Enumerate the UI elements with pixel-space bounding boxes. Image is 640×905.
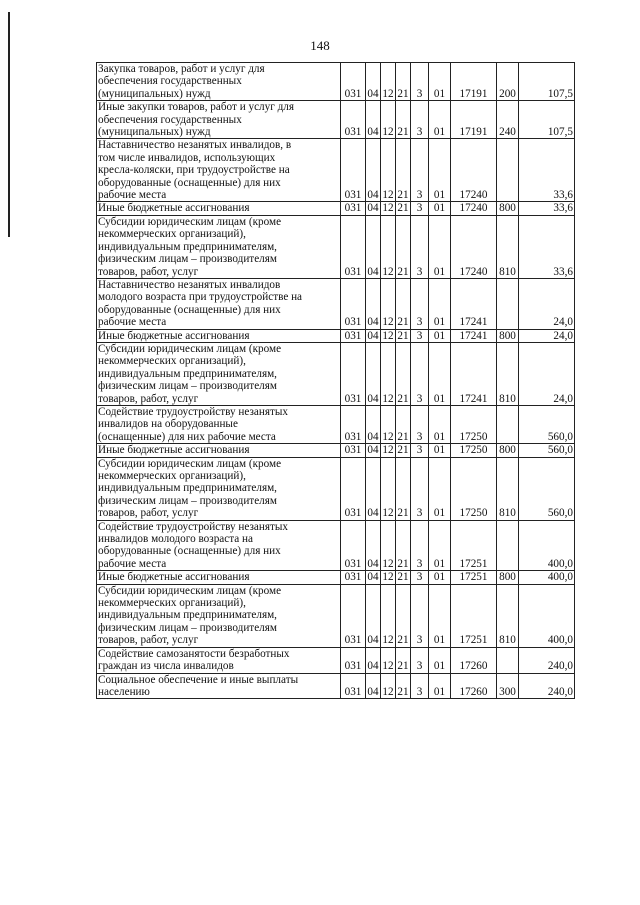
row-name	[97, 202, 341, 215]
row-name-line: Наставничество незанятых инвалидов	[98, 278, 281, 291]
row-name-line: физическим лицам – производителям	[98, 621, 277, 634]
code-cell-c6: 01	[429, 278, 451, 329]
row-name-line: кресла-коляски, при трудоустройстве на	[98, 164, 290, 177]
amount-cell: 33,6	[519, 215, 575, 278]
row-name-line: Содействие трудоустройству незанятых	[98, 520, 288, 533]
row-name	[97, 342, 341, 405]
expense-type-cell: 800	[497, 202, 519, 215]
code-cell-c6: 01	[429, 101, 451, 139]
row-name	[97, 63, 341, 101]
row-name	[97, 329, 341, 342]
code-cell-c7: 17240	[451, 139, 497, 202]
code-cell-c6: 01	[429, 584, 451, 647]
code-cell-c6: 01	[429, 329, 451, 342]
row-name-line: граждан из числа инвалидов	[98, 660, 234, 673]
code-cell-c4: 21	[396, 520, 411, 571]
code-cell-c2: 04	[366, 63, 381, 101]
table-row	[97, 584, 575, 647]
row-name	[97, 571, 341, 584]
row-name-line: товаров, работ, услуг	[98, 265, 199, 278]
row-name-line: (муниципальных) нужд	[98, 126, 211, 139]
expense-type-cell: 240	[497, 101, 519, 139]
code-cell-c3: 12	[381, 457, 396, 520]
row-name-line: некоммерческих организаций),	[98, 355, 246, 368]
amount-cell: 107,5	[519, 101, 575, 139]
code-cell-c1: 031	[341, 139, 366, 202]
code-cell-c4: 21	[396, 457, 411, 520]
expense-type-cell: 300	[497, 673, 519, 699]
code-cell-c5: 3	[411, 457, 429, 520]
code-cell-c4: 21	[396, 139, 411, 202]
code-cell-c1: 031	[341, 215, 366, 278]
expense-type-cell	[497, 278, 519, 329]
code-cell-c1: 031	[341, 101, 366, 139]
amount-cell: 560,0	[519, 405, 575, 443]
expense-type-cell	[497, 139, 519, 202]
code-cell-c4: 21	[396, 647, 411, 673]
code-cell-c2: 04	[366, 520, 381, 571]
code-cell-c7: 17251	[451, 520, 497, 571]
row-name-line: Иные бюджетные ассигнования	[98, 571, 250, 584]
expense-type-cell	[497, 405, 519, 443]
code-cell-c1: 031	[341, 342, 366, 405]
table-row	[97, 405, 575, 443]
code-cell-c3: 12	[381, 584, 396, 647]
row-name-line: оборудованные (оснащенные) для них	[98, 303, 281, 316]
expense-type-cell: 810	[497, 584, 519, 647]
row-name-line: рабочие места	[98, 189, 167, 202]
code-cell-c3: 12	[381, 405, 396, 443]
row-name-line: (оснащенные) для них рабочие места	[98, 430, 276, 443]
row-name-line: некоммерческих организаций),	[98, 597, 246, 610]
expense-type-cell	[497, 647, 519, 673]
row-name-line: индивидуальным предпринимателям,	[98, 482, 277, 495]
row-name-line: индивидуальным предпринимателям,	[98, 367, 277, 380]
code-cell-c2: 04	[366, 278, 381, 329]
row-name-line: Закупка товаров, работ и услуг для	[98, 63, 265, 75]
code-cell-c6: 01	[429, 444, 451, 457]
code-cell-c4: 21	[397, 329, 409, 342]
code-cell-c3: 12	[381, 647, 396, 673]
row-name	[97, 215, 341, 278]
code-cell-c1: 031	[341, 202, 366, 215]
code-cell-c3: 12	[381, 520, 396, 571]
code-cell-c7: 17240	[451, 215, 497, 278]
row-name-line: оборудованные (оснащенные) для них	[98, 176, 281, 189]
code-cell-c4: 21	[397, 444, 409, 457]
code-cell-c5: 3	[411, 278, 429, 329]
row-name-line: (муниципальных) нужд	[98, 87, 211, 100]
row-name	[97, 457, 341, 520]
code-cell-c1: 031	[341, 329, 366, 342]
code-cell-c5: 3	[411, 647, 429, 673]
code-cell-c3: 12	[381, 139, 396, 202]
amount-cell: 560,0	[519, 444, 575, 457]
amount-cell: 33,6	[519, 202, 575, 215]
row-name-line: товаров, работ, услуг	[98, 507, 199, 520]
code-cell-c4: 21	[396, 584, 411, 647]
row-name	[97, 673, 341, 699]
code-cell-c4: 21	[396, 101, 411, 139]
row-name-line: физическим лицам – производителям	[98, 380, 277, 393]
code-cell-c5: 3	[411, 405, 429, 443]
row-name-line: том числе инвалидов, использующих	[98, 151, 276, 164]
code-cell-c5: 3	[411, 101, 429, 139]
code-cell-c7: 17260	[451, 647, 497, 673]
code-cell-c5: 3	[411, 63, 429, 101]
code-cell-c2: 04	[366, 457, 381, 520]
row-name-line: обеспечения государственных	[98, 113, 242, 126]
row-name-line: Иные бюджетные ассигнования	[98, 202, 250, 215]
code-cell-c5: 3	[411, 584, 429, 647]
code-cell-c1: 031	[341, 457, 366, 520]
table-row	[97, 457, 575, 520]
amount-cell: 33,6	[519, 139, 575, 202]
code-cell-c1: 031	[341, 673, 366, 699]
amount-cell: 107,5	[519, 63, 575, 101]
expense-type-cell: 800	[497, 329, 519, 342]
row-name-line: товаров, работ, услуг	[98, 634, 199, 647]
code-cell-c5: 3	[411, 329, 429, 342]
code-cell-c2: 04	[367, 444, 379, 457]
code-cell-c5: 3	[411, 202, 429, 215]
code-cell-c6: 01	[429, 647, 451, 673]
amount-cell: 560,0	[519, 457, 575, 520]
code-cell-c6: 01	[429, 405, 451, 443]
code-cell-c3: 12	[381, 63, 396, 101]
code-cell-c7: 17241	[451, 278, 497, 329]
row-name	[97, 584, 341, 647]
code-cell-c5: 3	[411, 215, 429, 278]
expense-type-cell: 810	[497, 215, 519, 278]
code-cell-c4: 21	[397, 571, 409, 584]
expense-type-cell: 810	[497, 457, 519, 520]
code-cell-c7: 17191	[451, 101, 497, 139]
code-cell-c3: 12	[381, 278, 396, 329]
row-name	[97, 520, 341, 571]
code-cell-c2: 04	[366, 647, 381, 673]
row-name-line: Иные бюджетные ассигнования	[98, 444, 250, 457]
row-name-line: оборудованные (оснащенные) для них	[98, 545, 281, 558]
code-cell-c7: 17250	[451, 444, 497, 457]
row-name	[97, 278, 341, 329]
code-cell-c4: 21	[397, 202, 409, 215]
table-row	[97, 139, 575, 202]
amount-cell: 240,0	[519, 673, 575, 699]
expense-type-cell	[497, 520, 519, 571]
table-row	[97, 278, 575, 329]
row-name-line: некоммерческих организаций),	[98, 228, 246, 241]
row-name	[97, 444, 341, 457]
code-cell-c1: 031	[341, 444, 366, 457]
amount-cell: 400,0	[519, 520, 575, 571]
code-cell-c7: 17241	[451, 342, 497, 405]
code-cell-c5: 3	[411, 673, 429, 699]
code-cell-c7: 17240	[451, 202, 497, 215]
row-name-line: Субсидии юридическим лицам (кроме	[98, 584, 282, 597]
code-cell-c7: 17250	[451, 457, 497, 520]
row-name-line: физическим лицам – производителям	[98, 494, 277, 507]
code-cell-c6: 01	[429, 342, 451, 405]
table-row	[97, 215, 575, 278]
code-cell-c7: 17260	[451, 673, 497, 699]
code-cell-c6: 01	[429, 202, 451, 215]
row-name-line: некоммерческих организаций),	[98, 470, 246, 482]
row-name-line: товаров, работ, услуг	[98, 392, 199, 405]
row-name	[97, 647, 341, 673]
row-name-line: молодого возраста при трудоустройстве на	[98, 291, 303, 304]
code-cell-c1: 031	[341, 63, 366, 101]
code-cell-c5: 3	[411, 571, 429, 584]
table-row	[97, 101, 575, 139]
code-cell-c3: 12	[381, 673, 396, 699]
code-cell-c2: 04	[366, 673, 381, 699]
row-name-line: индивидуальным предпринимателям,	[98, 609, 277, 622]
row-name-line: Субсидии юридическим лицам (кроме	[98, 457, 282, 470]
code-cell-c7: 17251	[451, 571, 497, 584]
expense-type-cell: 200	[497, 63, 519, 101]
code-cell-c4: 21	[396, 278, 411, 329]
amount-cell: 400,0	[519, 584, 575, 647]
row-name-line: рабочие места	[98, 557, 167, 570]
code-cell-c6: 01	[429, 63, 451, 101]
row-name-line: инвалидов на оборудованные	[98, 418, 238, 431]
code-cell-c6: 01	[429, 673, 451, 699]
code-cell-c7: 17191	[451, 63, 497, 101]
table-row	[97, 647, 575, 673]
code-cell-c6: 01	[429, 571, 451, 584]
code-cell-c4: 21	[396, 342, 411, 405]
code-cell-c4: 21	[396, 673, 411, 699]
row-name-line: населению	[98, 685, 150, 698]
code-cell-c6: 01	[429, 139, 451, 202]
row-name-line: Иные бюджетные ассигнования	[98, 329, 250, 342]
amount-cell: 24,0	[519, 278, 575, 329]
table-row	[97, 444, 575, 457]
code-cell-c2: 04	[367, 329, 379, 342]
table-row	[97, 673, 575, 699]
row-name-line: инвалидов молодого возраста на	[98, 533, 253, 546]
code-cell-c3: 12	[382, 444, 394, 457]
code-cell-c3: 12	[381, 101, 396, 139]
amount-cell: 24,0	[519, 342, 575, 405]
expense-type-cell: 800	[497, 444, 519, 457]
code-cell-c4: 21	[396, 405, 411, 443]
row-name-line: Иные закупки товаров, работ и услуг для	[98, 101, 295, 114]
code-cell-c5: 3	[411, 444, 429, 457]
row-name-line: индивидуальным предпринимателям,	[98, 240, 277, 253]
code-cell-c2: 04	[367, 202, 379, 215]
expense-type-cell: 800	[497, 571, 519, 584]
code-cell-c7: 17250	[451, 405, 497, 443]
code-cell-c1: 031	[341, 571, 366, 584]
budget-table	[96, 62, 575, 699]
table-row	[97, 329, 575, 342]
code-cell-c5: 3	[411, 342, 429, 405]
row-name-line: обеспечения государственных	[98, 75, 242, 88]
table-row	[97, 520, 575, 571]
amount-cell: 240,0	[519, 647, 575, 673]
row-name-line: Субсидии юридическим лицам (кроме	[98, 215, 282, 228]
code-cell-c2: 04	[366, 101, 381, 139]
code-cell-c2: 04	[366, 584, 381, 647]
table-body	[97, 63, 575, 699]
table-row	[97, 202, 575, 215]
code-cell-c1: 031	[341, 647, 366, 673]
code-cell-c2: 04	[367, 571, 379, 584]
row-name-line: Наставничество незанятых инвалидов, в	[98, 139, 292, 152]
code-cell-c6: 01	[429, 520, 451, 571]
row-name	[97, 139, 341, 202]
code-cell-c4: 21	[396, 215, 411, 278]
code-cell-c3: 12	[381, 215, 396, 278]
code-cell-c1: 031	[341, 520, 366, 571]
code-cell-c5: 3	[411, 520, 429, 571]
row-name-line: физическим лицам – производителям	[98, 253, 277, 266]
code-cell-c3: 12	[382, 571, 394, 584]
amount-cell: 400,0	[519, 571, 575, 584]
code-cell-c6: 01	[429, 215, 451, 278]
code-cell-c6: 01	[429, 457, 451, 520]
code-cell-c2: 04	[366, 405, 381, 443]
code-cell-c1: 031	[341, 584, 366, 647]
code-cell-c1: 031	[341, 278, 366, 329]
row-name-line: Содействие трудоустройству незанятых	[98, 405, 288, 418]
code-cell-c2: 04	[366, 342, 381, 405]
code-cell-c2: 04	[366, 215, 381, 278]
code-cell-c7: 17251	[451, 584, 497, 647]
row-name-line: рабочие места	[98, 316, 167, 329]
table-row	[97, 571, 575, 584]
code-cell-c2: 04	[366, 139, 381, 202]
code-cell-c5: 3	[411, 139, 429, 202]
row-name	[97, 101, 341, 139]
code-cell-c4: 21	[396, 63, 411, 101]
expense-type-cell: 810	[497, 342, 519, 405]
code-cell-c3: 12	[382, 202, 394, 215]
code-cell-c1: 031	[341, 405, 366, 443]
page-number: 148	[310, 38, 330, 53]
code-cell-c7: 17241	[451, 329, 497, 342]
code-cell-c3: 12	[381, 342, 396, 405]
row-name	[97, 405, 341, 443]
row-name-line: Содействие самозанятости безработных	[98, 647, 290, 660]
row-name-line: Субсидии юридическим лицам (кроме	[98, 342, 282, 355]
table-row	[97, 342, 575, 405]
amount-cell: 24,0	[519, 329, 575, 342]
table-row	[97, 63, 575, 101]
code-cell-c3: 12	[382, 329, 394, 342]
row-name-line: Социальное обеспечение и иные выплаты	[98, 673, 299, 686]
